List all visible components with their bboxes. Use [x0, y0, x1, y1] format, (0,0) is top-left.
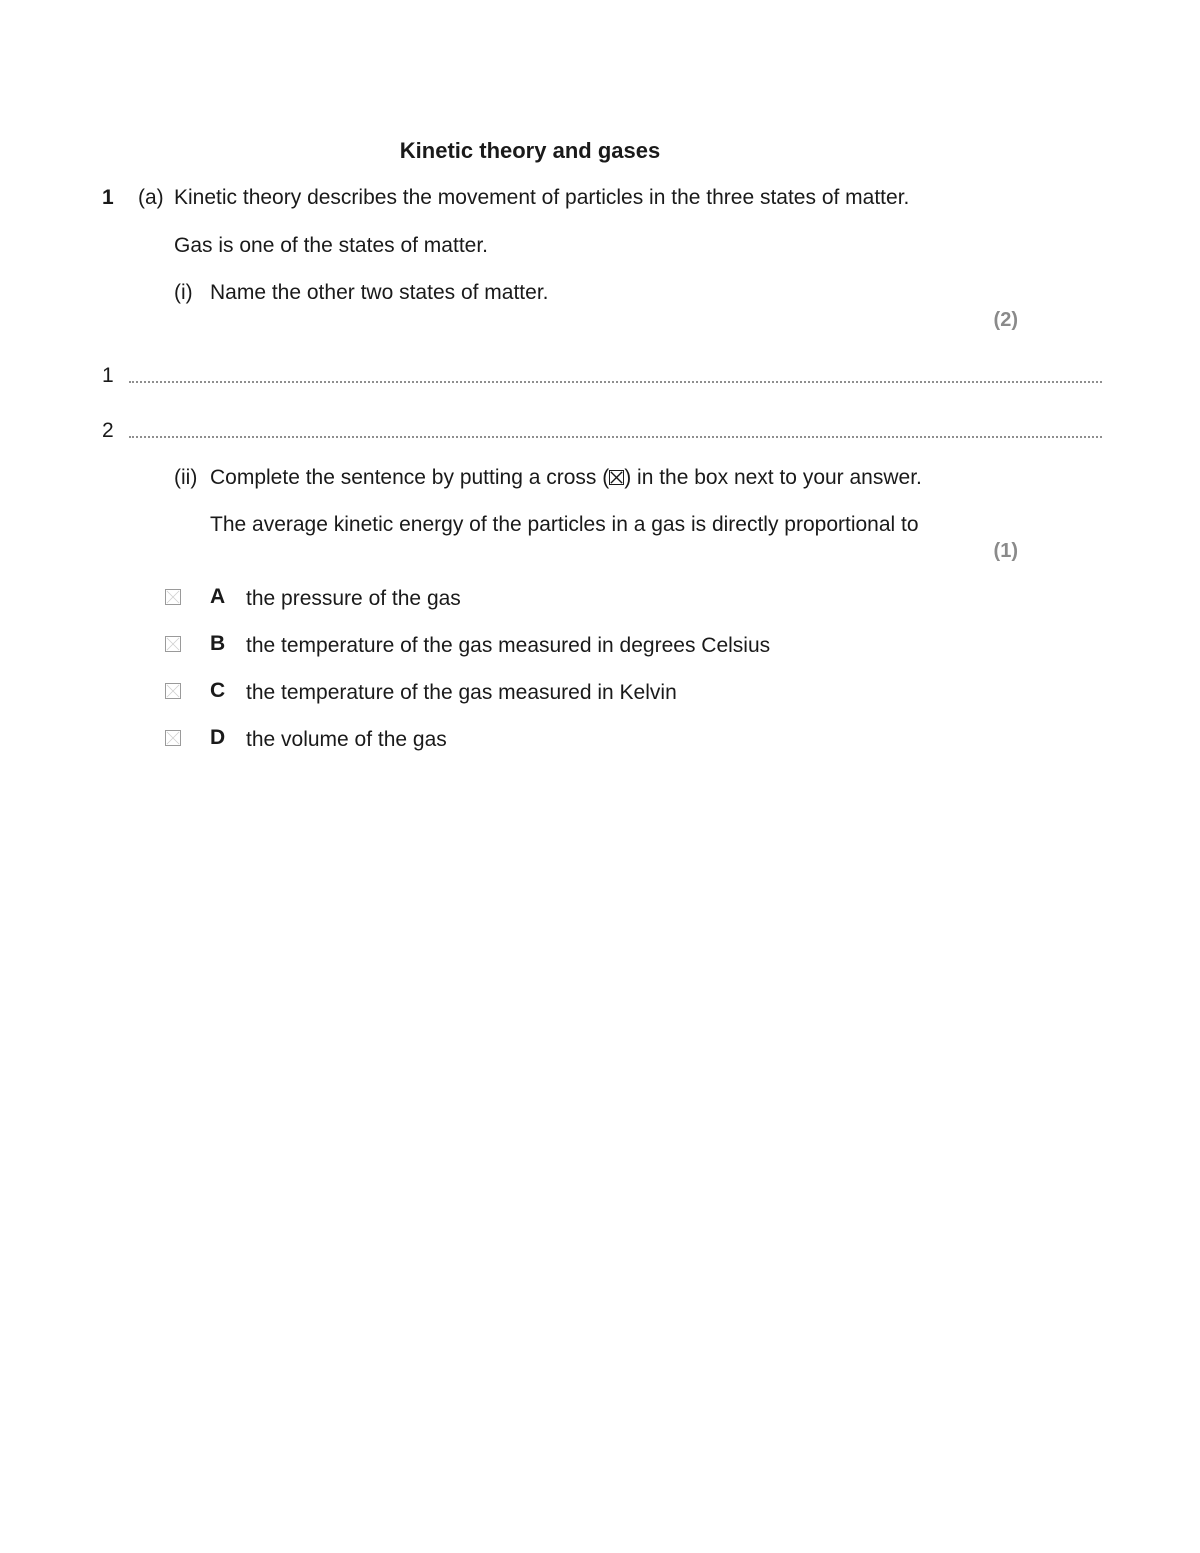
option-c-letter: C: [210, 679, 226, 702]
answer-1-label: 1: [102, 364, 114, 387]
answer-2-label: 2: [102, 419, 114, 442]
sub-ii-label: (ii): [174, 466, 198, 489]
option-b-checkbox[interactable]: [165, 636, 181, 652]
part-a-text-2: Gas is one of the states of matter.: [174, 234, 488, 257]
option-b-letter: B: [210, 632, 226, 655]
option-a-text: the pressure of the gas: [246, 587, 461, 610]
option-a-letter: A: [210, 585, 226, 608]
option-d-text: the volume of the gas: [246, 728, 447, 751]
crossed-box-icon: [609, 470, 624, 485]
sub-i-label: (i): [174, 281, 193, 304]
question-number: 1: [102, 186, 114, 209]
option-c-text: the temperature of the gas measured in Kelvin: [246, 681, 677, 704]
sub-ii-instruction: [210, 464, 922, 492]
answer-line-2[interactable]: [129, 436, 1102, 438]
option-b-text: the temperature of the gas measured in degrees Celsius: [246, 634, 771, 657]
sub-ii-stem: The average kinetic energy of the particles in a gas is directly proportional to: [210, 513, 919, 536]
option-d-checkbox[interactable]: [165, 730, 181, 746]
page-title: Kinetic theory and gases: [399, 138, 661, 163]
sub-ii-text-after: ) in the box next to your answer.: [624, 466, 922, 489]
sub-ii-marks: (1): [993, 540, 1018, 562]
option-d-letter: D: [210, 726, 226, 749]
part-a-label: (a): [138, 186, 164, 209]
sub-i-text: Name the other two states of matter.: [210, 281, 549, 304]
sub-ii-text-before: Complete the sentence by putting a cross (: [210, 466, 610, 489]
option-c-checkbox[interactable]: [165, 683, 181, 699]
option-a-checkbox[interactable]: [165, 589, 181, 605]
answer-line-1[interactable]: [129, 381, 1102, 383]
sub-i-marks: (2): [993, 309, 1018, 331]
part-a-text: Kinetic theory describes the movement of particles in the three states of matter.: [174, 186, 910, 209]
